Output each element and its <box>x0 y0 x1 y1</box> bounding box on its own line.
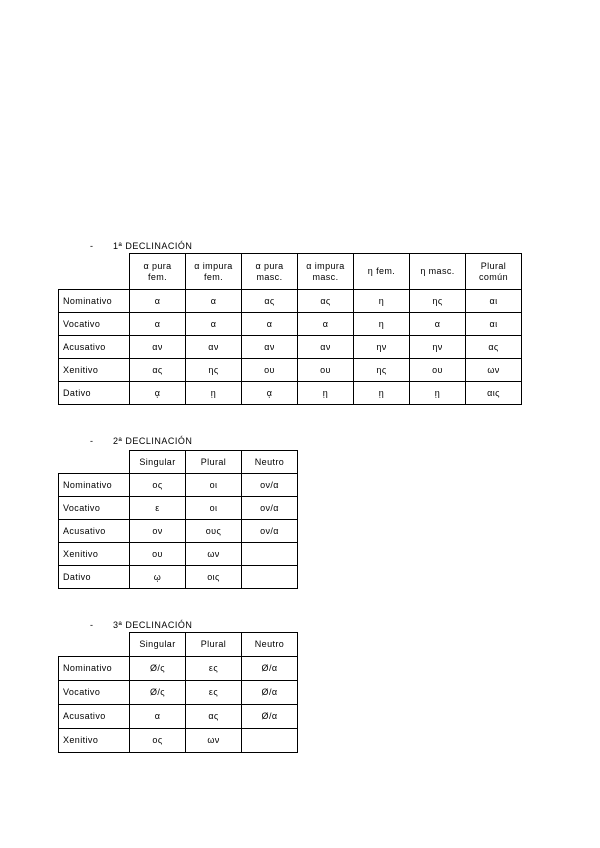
table-cell: ας <box>298 290 354 313</box>
column-header: Singular <box>130 451 186 474</box>
table-cell: ῃ <box>186 382 242 405</box>
row-label: Xenitivo <box>59 543 130 566</box>
row-label: Dativo <box>59 382 130 405</box>
table-cell: ῃ <box>298 382 354 405</box>
column-header <box>410 254 466 290</box>
table-cell: ου <box>298 359 354 382</box>
table-cell: ης <box>410 290 466 313</box>
table-cell: ης <box>354 359 410 382</box>
column-header-line: α impura <box>194 260 233 271</box>
table-cell: ας <box>466 336 522 359</box>
header-row <box>59 451 298 474</box>
header-row <box>59 633 298 657</box>
table-row <box>59 474 298 497</box>
table-row <box>59 313 522 336</box>
column-header <box>298 254 354 290</box>
corner-cell <box>59 633 130 657</box>
table-cell: οι <box>186 497 242 520</box>
column-header-line: α impura <box>306 260 345 271</box>
table-cell: η <box>354 313 410 336</box>
row-label: Nominativo <box>59 290 130 313</box>
table-row <box>59 382 522 405</box>
table-row <box>59 705 298 729</box>
table-cell: ην <box>410 336 466 359</box>
column-header <box>242 254 298 290</box>
table-cell: ην <box>354 336 410 359</box>
table-cell: ε <box>130 497 186 520</box>
section-title: 1ª DECLINACIÓN <box>113 241 193 251</box>
table-row <box>59 336 522 359</box>
table-cell: α <box>242 313 298 336</box>
table-row <box>59 566 298 589</box>
table-cell: ου <box>410 359 466 382</box>
table-cell: ας <box>130 359 186 382</box>
row-label: Nominativo <box>59 474 130 497</box>
table-cell: α <box>410 313 466 336</box>
column-header <box>354 254 410 290</box>
table-cell: Ø/ς <box>130 657 186 681</box>
table-cell: ων <box>186 543 242 566</box>
table-row <box>59 290 522 313</box>
column-header-line: η fem. <box>367 266 396 276</box>
column-header: Neutro <box>242 633 298 657</box>
table-cell: ον/α <box>242 474 298 497</box>
table-row <box>59 657 298 681</box>
table-cell: ῃ <box>354 382 410 405</box>
table-cell: ος <box>130 729 186 753</box>
column-header <box>130 254 186 290</box>
column-header-line: η masc. <box>420 266 455 276</box>
table-cell: ους <box>186 520 242 543</box>
column-header-line: α pura <box>255 260 284 271</box>
row-label: Acusativo <box>59 705 130 729</box>
table-cell: ῃ <box>410 382 466 405</box>
table-cell: αι <box>466 313 522 336</box>
table-cell: ες <box>186 681 242 705</box>
table-cell: ᾳ <box>242 382 298 405</box>
table-cell: αις <box>466 382 522 405</box>
row-label: Vocativo <box>59 313 130 336</box>
section-2-heading <box>90 436 192 446</box>
column-header-line: α pura <box>143 260 172 271</box>
table-cell: ον <box>130 520 186 543</box>
table-cell: α <box>130 290 186 313</box>
table-cell: ων <box>466 359 522 382</box>
table-row <box>59 729 298 753</box>
table-row <box>59 497 298 520</box>
table-cell: α <box>186 313 242 336</box>
table-cell: ων <box>186 729 242 753</box>
row-label: Acusativo <box>59 520 130 543</box>
row-label: Acusativo <box>59 336 130 359</box>
column-header <box>186 254 242 290</box>
table-cell <box>242 543 298 566</box>
section-title: 3ª DECLINACIÓN <box>113 620 193 630</box>
table-cell: ες <box>186 657 242 681</box>
bullet-dash: - <box>90 241 94 251</box>
column-header: Singular <box>130 633 186 657</box>
table-row <box>59 543 298 566</box>
table-row <box>59 520 298 543</box>
table-cell: ας <box>242 290 298 313</box>
row-label: Dativo <box>59 566 130 589</box>
table-cell: ος <box>130 474 186 497</box>
table-cell: α <box>298 313 354 336</box>
table-cell: η <box>354 290 410 313</box>
table-cell: αν <box>298 336 354 359</box>
table-cell: ας <box>186 705 242 729</box>
column-header-line: fem. <box>147 271 168 282</box>
table-cell: ῳ <box>130 566 186 589</box>
table-cell: αν <box>186 336 242 359</box>
column-header <box>466 254 522 290</box>
bullet-dash: - <box>90 620 94 630</box>
table-cell: Ø/α <box>242 657 298 681</box>
table-cell: ᾳ <box>130 382 186 405</box>
row-label: Xenitivo <box>59 359 130 382</box>
table-cell: ης <box>186 359 242 382</box>
table-cell: αν <box>130 336 186 359</box>
table-row <box>59 681 298 705</box>
table-cell: ου <box>242 359 298 382</box>
table-cell: ον/α <box>242 520 298 543</box>
table-cell: αι <box>466 290 522 313</box>
table-cell: Ø/ς <box>130 681 186 705</box>
column-header: Plural <box>186 633 242 657</box>
corner-cell <box>59 254 130 290</box>
table-cell: α <box>130 313 186 336</box>
row-label: Nominativo <box>59 657 130 681</box>
table-cell: Ø/α <box>242 681 298 705</box>
header-row <box>59 254 522 290</box>
table-cell <box>242 729 298 753</box>
corner-cell <box>59 451 130 474</box>
section-1-heading <box>90 241 192 251</box>
table-cell: α <box>130 705 186 729</box>
row-label: Xenitivo <box>59 729 130 753</box>
table-cell: ον/α <box>242 497 298 520</box>
section-title: 2ª DECLINACIÓN <box>113 436 193 446</box>
table-cell: αν <box>242 336 298 359</box>
table-cell <box>242 566 298 589</box>
table-cell: οι <box>186 474 242 497</box>
third-declension-table <box>58 632 298 753</box>
column-header-line: fem. <box>203 271 224 282</box>
column-header-line: masc. <box>312 271 339 282</box>
column-header-line: masc. <box>256 271 283 282</box>
column-header-line: común <box>478 271 508 282</box>
row-label: Vocativo <box>59 497 130 520</box>
table-cell: Ø/α <box>242 705 298 729</box>
table-row <box>59 359 522 382</box>
first-declension-table <box>58 253 522 405</box>
row-label: Vocativo <box>59 681 130 705</box>
table-cell: οις <box>186 566 242 589</box>
bullet-dash: - <box>90 436 94 446</box>
section-3-heading <box>90 620 192 630</box>
column-header: Plural <box>186 451 242 474</box>
column-header: Neutro <box>242 451 298 474</box>
table-cell: ου <box>130 543 186 566</box>
second-declension-table <box>58 450 298 589</box>
column-header-line: Plural <box>480 260 507 271</box>
table-cell: α <box>186 290 242 313</box>
